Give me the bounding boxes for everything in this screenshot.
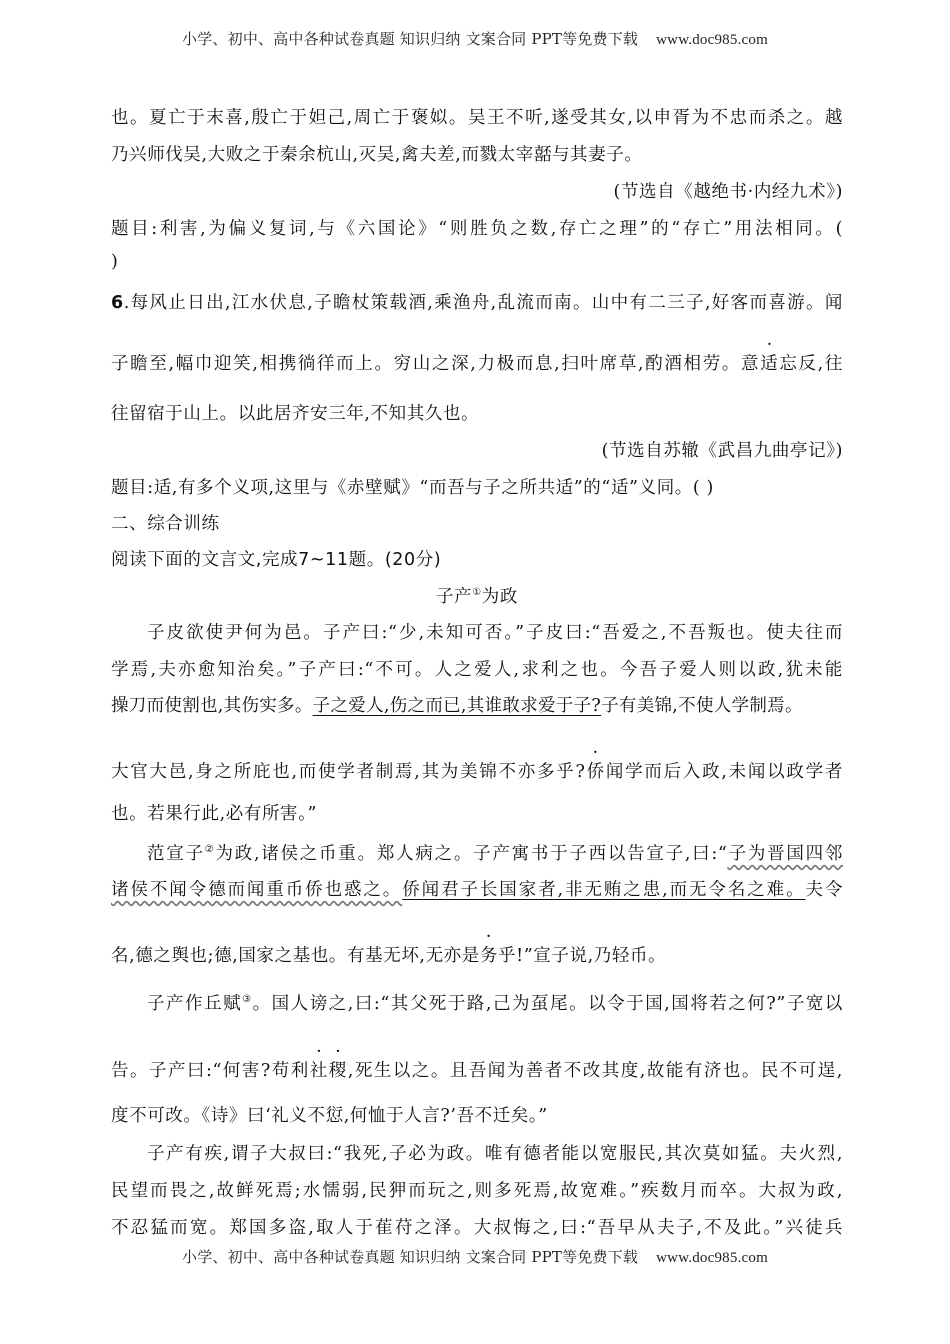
footer-text: 小学、初中、高中各种试卷真题 知识归纳 文案合同 PPT等免费下载: [182, 1248, 639, 1266]
q6-task: 题目:适,有多个义项,这里与《赤壁赋》“而吾与子之所共适”的“适”义同。( ): [111, 478, 714, 498]
p1-line-1: 子皮欲使尹何为邑。子产曰:“少,未知可否。”子皮曰:“吾爱之,不吾叛也。使夫往而: [147, 623, 843, 643]
p3-line-2: 告。子产曰:“何害?苟利社稷,死生以之。且吾闻为善者不改其度,故能有济也。民不可逞,: [111, 1061, 843, 1081]
q6-line-1: 6.每风止日出,江水伏息,子瞻杖策载酒,乘渔舟,乱流而南。山中有二三子,好客而喜游。闻: [111, 293, 843, 313]
underlined-sentence: 侨闻君子长国家者,非无贿之患,而无令名之难。: [402, 880, 806, 900]
footnote-mark: ③: [242, 994, 253, 1006]
p2-line-2: 诸侯不闻令德而闻重币侨也惑之。侨闻君子长国家者,非无贿之患,而无令名之难。夫令: [111, 880, 844, 900]
wavy-underlined-text: 诸侯不闻令德而闻重币侨也惑之。: [111, 880, 403, 900]
q5-line-1: 也。夏亡于末喜,殷亡于妲己,周亡于褒姒。吴王不听,遂受其女,以申胥为不忠而杀之。越: [111, 108, 843, 128]
underlined-sentence: 子之爱人,伤之而已,其谁敢求爱于子?: [312, 696, 602, 716]
p3-line-3: 度不可改。《诗》曰‘礼义不愆,何恤于人言?’吾不迁矣。”: [111, 1106, 548, 1126]
p4-line-3: 不忍猛而宽。郑国多盗,取人于萑苻之泽。大叔悔之,曰:“吾早从夫子,不及此。”兴徒兵: [111, 1218, 843, 1238]
passage-title: 子产①为政: [436, 587, 518, 607]
q6-line-3: 往留宿于山上。以此居齐安三年,不知其久也。: [111, 404, 480, 424]
q6-line-2: 子瞻至,幅巾迎笑,相携徜徉而上。穷山之深,力极而息,扫叶席草,酌酒相劳。意适忘反,往: [111, 354, 843, 374]
p1-line-2: 学焉,夫亦愈知治矣。”子产曰:“不可。人之爱人,求利之也。今吾子爱人则以政,犹未能: [111, 660, 843, 680]
p3-line-1: 子产作丘赋③。国人谤之,曰:“其父死于路,己为虿尾。以令于国,国将若之何?”子宽以: [147, 994, 844, 1014]
p1-line-3: 操刀而使割也,其伤实多。子之爱人,伤之而已,其谁敢求爱于子?子有美锦,不使人学制焉。: [111, 696, 803, 716]
wavy-underlined-text: 子为晋国四邻: [727, 844, 843, 864]
q5-line-2: 乃兴师伐吴,大败之于秦余杭山,灭吴,禽夫差,而戮太宰嚭与其妻子。: [111, 145, 643, 165]
emphasis-dot-char: 稷: [328, 1061, 348, 1081]
p2-line-3: 名,德之舆也;德,国家之基也。有基无坏,无亦是务乎!”宣子说,乃轻币。: [111, 946, 667, 966]
page-header: [0, 28, 950, 49]
p2-line-1: 范宣子②为政,诸侯之币重。郑人病之。子产寓书于子西以告宣子,曰:“子为晋国四邻: [147, 844, 843, 864]
p4-line-1: 子产有疾,谓子大叔曰:“我死,子必为政。唯有德者能以宽服民,其次莫如猛。夫火烈,: [147, 1144, 843, 1164]
q5-task-line-2: ): [111, 252, 119, 272]
q5-task-line-1: 题目:利害,为偏义复词,与《六国论》“则胜负之数,存亡之理”的“存亡”用法相同。(: [111, 219, 843, 239]
q6-number: 6: [111, 293, 124, 313]
footnote-mark: ②: [204, 844, 216, 856]
footnote-mark: ①: [472, 587, 482, 599]
p4-line-2: 民望而畏之,故鲜死焉;水懦弱,民狎而玩之,则多死焉,故宽难。”疾数月而卒。大叔为政,: [111, 1181, 843, 1201]
section-instruction: 阅读下面的文言文,完成7~11题。(20分): [111, 550, 442, 570]
header-url[interactable]: www.doc985.com: [656, 32, 768, 48]
q6-source: (节选自苏辙《武昌九曲亭记》): [601, 441, 843, 461]
emphasis-dot-char: 适: [760, 354, 780, 374]
p1-line-4: 大官大邑,身之所庇也,而使学者制焉,其为美锦不亦多乎?侨闻学而后入政,未闻以政学者: [111, 762, 843, 782]
header-text: 小学、初中、高中各种试卷真题 知识归纳 文案合同 PPT等免费下载: [182, 30, 639, 48]
page-footer: [0, 1246, 950, 1267]
emphasis-dot-char: 侨: [585, 762, 606, 782]
footer-url[interactable]: www.doc985.com: [656, 1250, 768, 1266]
emphasis-dot-char: 社: [309, 1061, 329, 1081]
section-heading: 二、综合训练: [111, 514, 220, 534]
q5-source: (节选自《越绝书·内经九术》): [613, 182, 843, 202]
p1-line-5: 也。若果行此,必有所害。”: [111, 804, 318, 824]
emphasis-dot-char: 务: [479, 946, 498, 966]
